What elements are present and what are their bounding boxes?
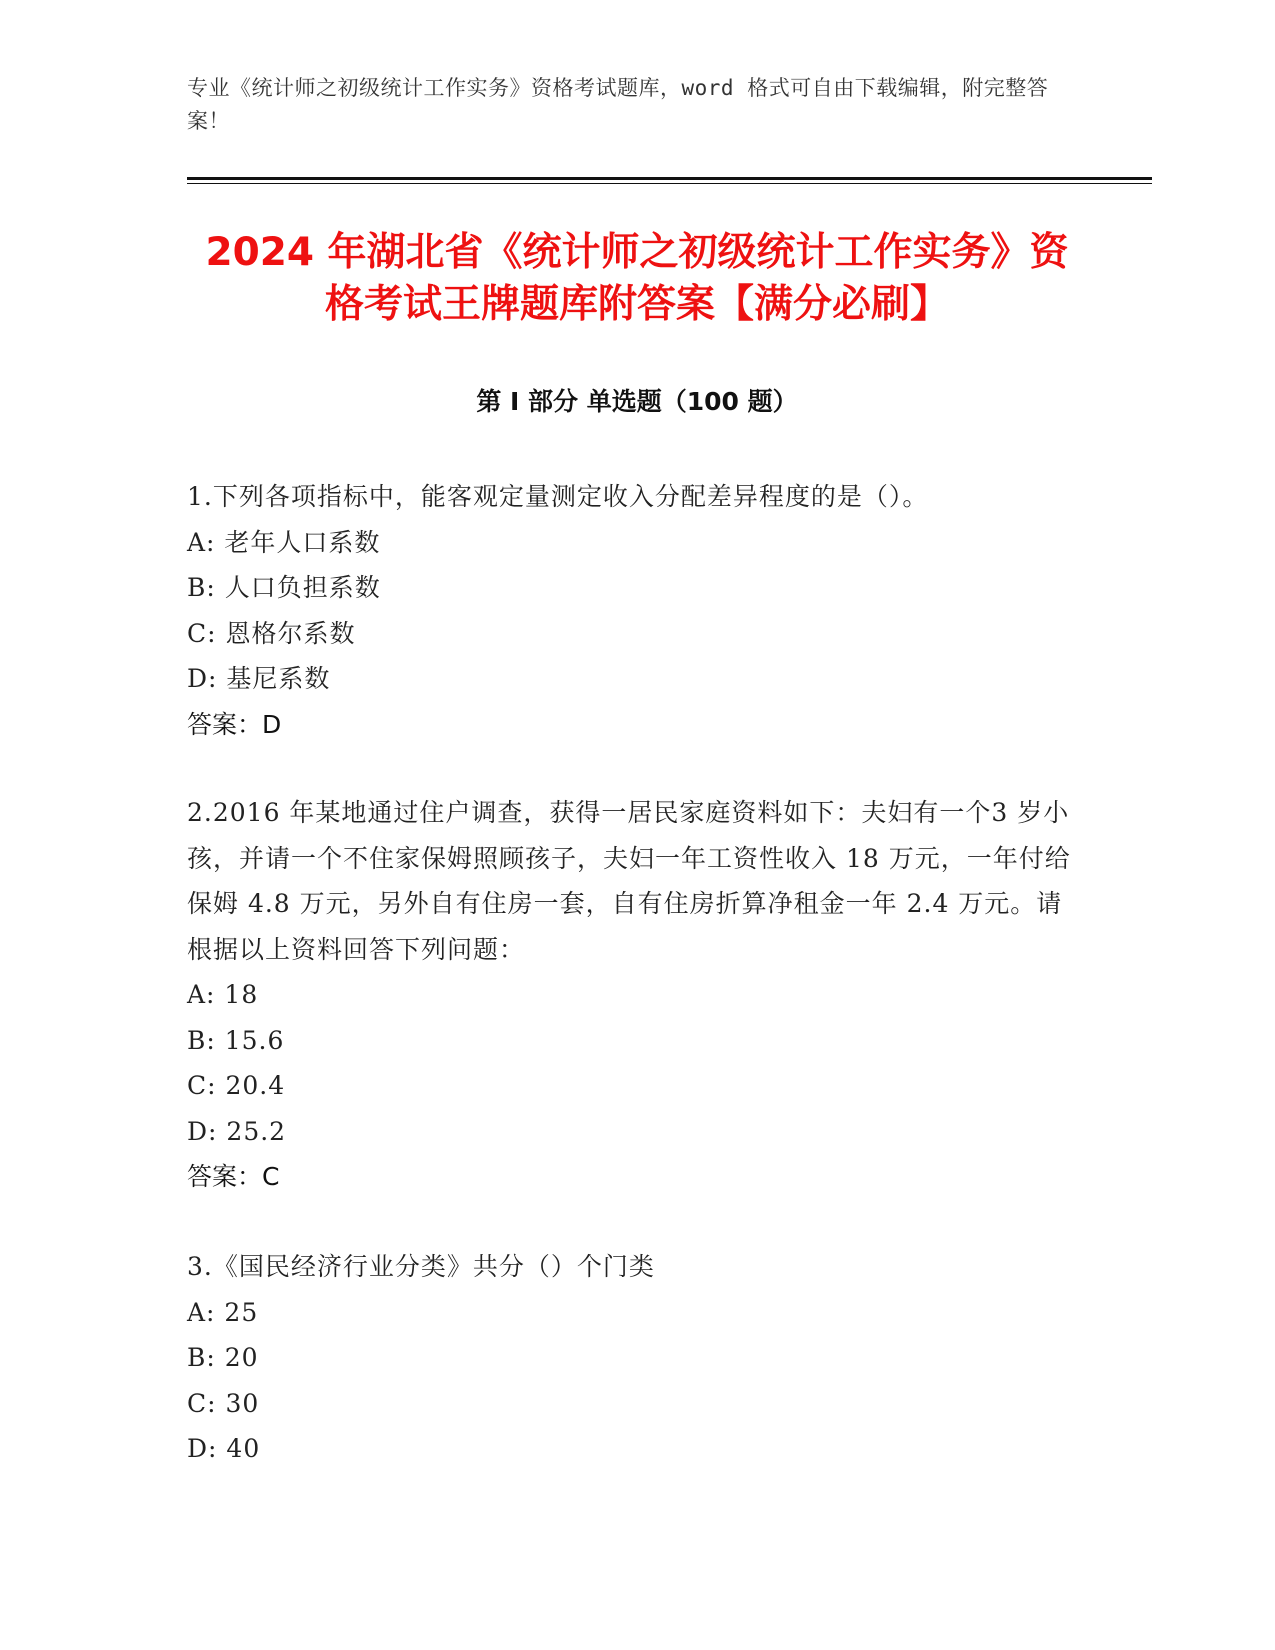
section-heading: 第 I 部分 单选题（100 题）	[476, 387, 798, 416]
option-a: A: 18	[187, 980, 259, 1009]
option-c: C: 恩格尔系数	[187, 618, 356, 648]
header-rule-thick	[187, 177, 1152, 180]
question-1	[187, 474, 1087, 747]
header-rule-thin	[187, 183, 1152, 184]
answer: 答案：D	[187, 709, 282, 739]
option-c: C: 20.4	[187, 1071, 286, 1100]
option-d: D: 40	[187, 1434, 261, 1463]
option-d: D: 25.2	[187, 1116, 287, 1146]
option-d: D: 基尼系数	[187, 664, 331, 693]
question-3	[187, 1244, 1087, 1472]
option-b: B: 20	[187, 1343, 259, 1372]
question-stem: 3.《国民经济行业分类》共分（）个门类	[187, 1252, 655, 1281]
question-2	[187, 790, 1087, 1200]
option-b: B: 15.6	[187, 1025, 285, 1055]
header-note: 专业《统计师之初级统计工作实务》资格考试题库，word 格式可自由下载编辑，附完整答案！	[187, 76, 1049, 133]
answer: 答案：C	[187, 1162, 280, 1191]
document-title: 2024 年湖北省《统计师之初级统计工作实务》资格考试王牌题库附答案【满分必刷】	[205, 230, 1069, 327]
option-a: A: 老年人口系数	[187, 527, 381, 557]
question-stem: 2.2016 年某地通过住户调查，获得一居民家庭资料如下：夫妇有一个3 岁小孩，并请一个不住家保姆照顾孩子，夫妇一年工资性收入 18 万元，一年付给保姆 4.8 万元，另外自有住房一套，自有住房折算净租金一年 2.4 万元。请根据以上资料回答下列问题：	[187, 798, 1071, 964]
option-a: A: 25	[187, 1297, 259, 1327]
option-c: C: 30	[187, 1388, 260, 1418]
question-stem: 1.下列各项指标中，能客观定量测定收入分配差异程度的是（）。	[187, 482, 929, 511]
option-b: B: 人口负担系数	[187, 573, 381, 602]
